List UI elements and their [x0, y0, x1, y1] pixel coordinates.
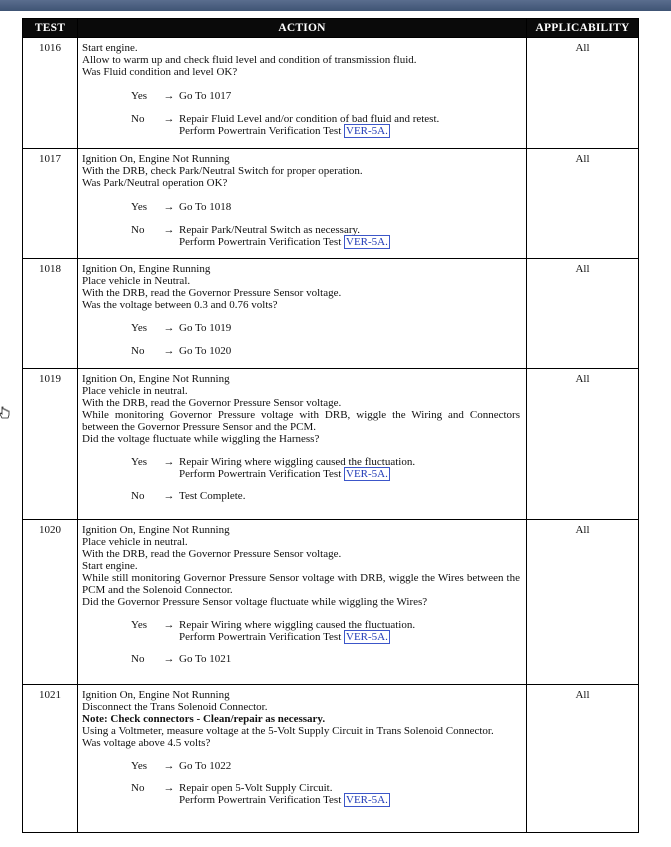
answer-label: Yes	[131, 760, 148, 772]
action-line: With the DRB, read the Governor Pressure Sensor voltage.	[82, 287, 342, 299]
arrow-icon: →	[163, 782, 175, 794]
answer-yes	[82, 322, 520, 334]
answer-no	[82, 224, 520, 248]
arrow-icon: →	[163, 619, 175, 631]
result-text: Go To 1020	[179, 345, 232, 357]
ver-5a-link[interactable]: VER-5A.	[346, 794, 388, 806]
applicability-cell: All	[527, 149, 639, 259]
result-text: Repair Wiring where wiggling caused the fluctuation.	[179, 456, 416, 468]
test-number: 1019	[23, 369, 78, 520]
ver-5a-link[interactable]: VER-5A.	[346, 125, 388, 137]
action-line: Place vehicle in neutral.	[82, 385, 188, 397]
action-cell	[78, 149, 527, 259]
arrow-icon: →	[163, 490, 175, 502]
action-line: With the DRB, read the Governor Pressure Sensor voltage.	[82, 397, 342, 409]
answer-yes	[82, 90, 520, 102]
table-row	[23, 149, 639, 259]
action-cell	[78, 369, 527, 520]
answer-yes	[82, 619, 520, 643]
window-top-bar	[0, 0, 671, 11]
table-row	[23, 259, 639, 369]
action-line: With the DRB, check Park/Neutral Switch for proper operation.	[82, 165, 363, 177]
answer-label: No	[131, 113, 145, 125]
action-line: Place vehicle in Neutral.	[82, 275, 191, 287]
arrow-icon: →	[163, 653, 175, 665]
table-row	[23, 685, 639, 833]
answer-label: Yes	[131, 322, 148, 334]
result-text: Repair open 5-Volt Supply Circuit.	[179, 782, 333, 794]
answer-label: Yes	[131, 90, 148, 102]
action-line: Was voltage above 4.5 volts?	[82, 737, 211, 749]
test-number: 1020	[23, 520, 78, 685]
answer-no	[82, 653, 520, 665]
applicability-cell: All	[527, 520, 639, 685]
action-cell	[78, 259, 527, 369]
answer-yes	[82, 456, 520, 480]
result-text: Perform Powertrain Verification Test	[179, 468, 342, 480]
result-text: Perform Powertrain Verification Test	[179, 631, 342, 643]
answer-label: No	[131, 653, 145, 665]
result-text: Perform Powertrain Verification Test	[179, 794, 342, 806]
action-line: Did the voltage fluctuate while wiggling the Harness?	[82, 433, 320, 445]
result-text: Go To 1017	[179, 90, 232, 102]
action-cell	[78, 520, 527, 685]
answer-label: No	[131, 782, 145, 794]
action-cell	[78, 685, 527, 833]
arrow-icon: →	[163, 90, 175, 102]
result-text: Go To 1022	[179, 760, 232, 772]
hand-cursor-icon	[0, 406, 10, 420]
action-line: Start engine.	[82, 42, 138, 54]
action-line: Place vehicle in neutral.	[82, 536, 188, 548]
result-text: Perform Powertrain Verification Test	[179, 236, 342, 248]
test-number: 1017	[23, 149, 78, 259]
ver-5a-link[interactable]: VER-5A.	[346, 468, 388, 480]
note-text: Note: Check connectors - Clean/repair as necessary.	[82, 713, 326, 725]
applicability-cell: All	[527, 369, 639, 520]
action-line: Was Park/Neutral operation OK?	[82, 177, 228, 189]
action-line: Was the voltage between 0.3 and 0.76 volts?	[82, 299, 278, 311]
action-line: Using a Voltmeter, measure voltage at the 5-Volt Supply Circuit in Trans Solenoid Connector.	[82, 725, 494, 737]
test-number: 1016	[23, 38, 78, 149]
table-row	[23, 38, 639, 149]
table-row	[23, 520, 639, 685]
result-text: Repair Wiring where wiggling caused the fluctuation.	[179, 619, 416, 631]
answer-label: No	[131, 224, 145, 236]
arrow-icon: →	[163, 345, 175, 357]
result-text: Go To 1019	[179, 322, 232, 334]
result-text: Go To 1018	[179, 201, 232, 213]
action-line: While monitoring Governor Pressure voltage with DRB, wiggle the Wiring and Connectors between the Governor Pressure Sensor and the PCM.	[82, 409, 520, 433]
answer-yes	[82, 201, 520, 213]
answer-no	[82, 113, 520, 137]
answer-no	[82, 782, 520, 806]
action-line: Ignition On, Engine Not Running	[82, 373, 230, 385]
arrow-icon: →	[163, 322, 175, 334]
result-text: Perform Powertrain Verification Test	[179, 125, 342, 137]
action-line: While still monitoring Governor Pressure Sensor voltage with DRB, wiggle the Wires between the PCM and the Solenoid Connector.	[82, 572, 520, 596]
answer-no	[82, 345, 520, 357]
header-action: ACTION	[78, 19, 527, 38]
test-number: 1018	[23, 259, 78, 369]
action-line: With the DRB, read the Governor Pressure Sensor voltage.	[82, 548, 342, 560]
action-line: Was Fluid condition and level OK?	[82, 66, 238, 78]
table-header-row	[23, 19, 639, 38]
result-text: Repair Park/Neutral Switch as necessary.	[179, 224, 361, 236]
action-line: Ignition On, Engine Running	[82, 263, 211, 275]
arrow-icon: →	[163, 201, 175, 213]
answer-label: No	[131, 345, 145, 357]
applicability-cell: All	[527, 38, 639, 149]
action-line: Ignition On, Engine Not Running	[82, 153, 230, 165]
ver-5a-link[interactable]: VER-5A.	[346, 236, 388, 248]
action-line: Ignition On, Engine Not Running	[82, 689, 230, 701]
header-test: TEST	[23, 19, 78, 38]
action-line: Disconnect the Trans Solenoid Connector.	[82, 701, 268, 713]
answer-label: No	[131, 490, 145, 502]
result-text: Test Complete.	[179, 490, 246, 502]
action-line: Ignition On, Engine Not Running	[82, 524, 230, 536]
applicability-cell: All	[527, 685, 639, 833]
answer-label: Yes	[131, 456, 148, 468]
answer-label: Yes	[131, 201, 148, 213]
diagnostic-test-table	[22, 18, 639, 833]
action-cell	[78, 38, 527, 149]
header-applicability: APPLICABILITY	[527, 19, 639, 38]
arrow-icon: →	[163, 113, 175, 125]
action-line: Start engine.	[82, 560, 138, 572]
result-text: Go To 1021	[179, 653, 232, 665]
arrow-icon: →	[163, 456, 175, 468]
arrow-icon: →	[163, 224, 175, 236]
answer-no	[82, 490, 520, 502]
table-row	[23, 369, 639, 520]
answer-label: Yes	[131, 619, 148, 631]
test-number: 1021	[23, 685, 78, 833]
arrow-icon: →	[163, 760, 175, 772]
ver-5a-link[interactable]: VER-5A.	[346, 631, 388, 643]
action-line: Allow to warm up and check fluid level and condition of transmission fluid.	[82, 54, 417, 66]
applicability-cell: All	[527, 259, 639, 369]
result-text: Repair Fluid Level and/or condition of bad fluid and retest.	[179, 113, 440, 125]
answer-yes	[82, 760, 520, 772]
action-line: Did the Governor Pressure Sensor voltage fluctuate while wiggling the Wires?	[82, 596, 428, 608]
